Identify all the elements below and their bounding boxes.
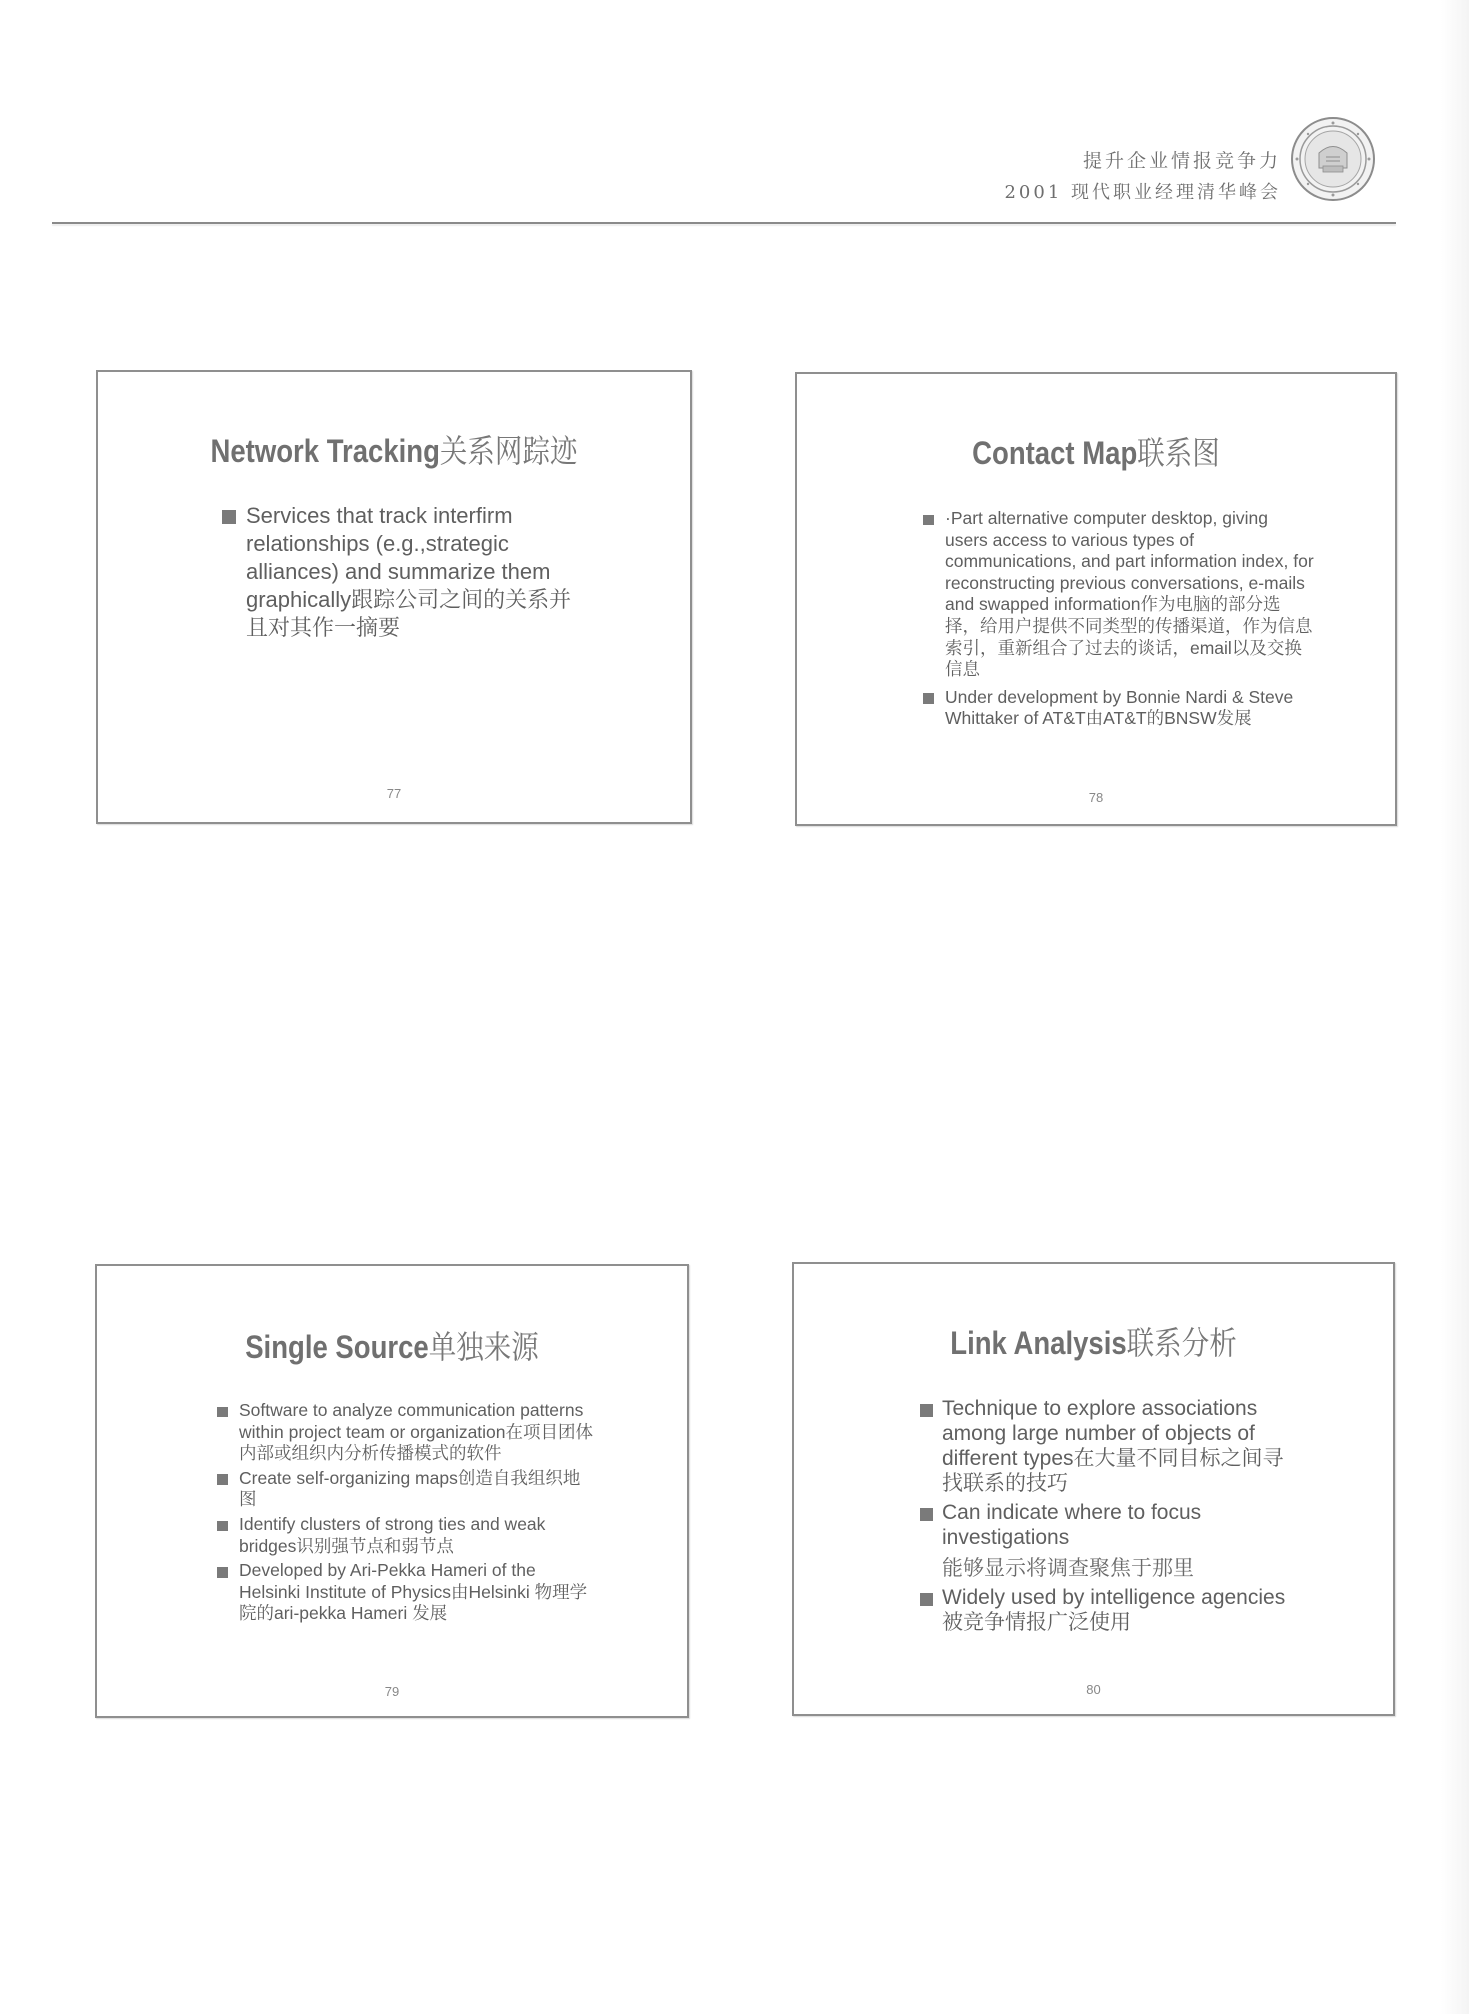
slide-title: [138, 1322, 645, 1368]
bullet-item: [222, 502, 592, 642]
page-number: 77: [386, 786, 402, 801]
bullet-text: Can indicate where to focus investigations: [942, 1501, 1202, 1549]
scan-edge-shadow: [1441, 0, 1469, 2014]
bullet-list: [217, 1400, 595, 1625]
slide-title-en: Link Analysis: [950, 1325, 1127, 1361]
slide-network-tracking: [96, 370, 692, 824]
university-seal-icon: [1290, 116, 1376, 202]
bullet-item: [920, 1396, 1304, 1496]
bullet-item: [923, 687, 1315, 730]
slide-title-cn: 联系分析: [1126, 1324, 1237, 1362]
slide-contact-map: [795, 372, 1397, 826]
bullet-text: Under development by Bonnie Nardi & Steve Whittaker of AT&T由AT&T的BNSW发展: [945, 686, 1294, 729]
slide-title-en: Single Source: [245, 1329, 429, 1365]
header-subtitle: 2001 现代职业经理清华峰会: [1004, 182, 1281, 203]
slide-title-cn: 联系图: [1137, 434, 1220, 472]
bullet-text: Identify clusters of strong ties and weak bridges识别强节点和弱节点: [239, 1513, 546, 1556]
bullet-text: Technique to explore associations among large number of objects of different types在大量不同目标之间寻找联系的技巧: [942, 1397, 1284, 1495]
bullet-text: Developed by Ari-Pekka Hameri of the Helsinki Institute of Physics由Helsinki 物理学院的ari-pekka Hameri 发展: [239, 1560, 588, 1624]
slide-title: [139, 426, 648, 472]
bullet-item: [920, 1585, 1304, 1635]
slide-title-en: Network Tracking: [210, 433, 440, 469]
bullet-item: [923, 508, 1315, 681]
slide-single-source: [95, 1264, 689, 1718]
slide-title-cn: 单独来源: [428, 1328, 539, 1366]
header-divider: [52, 222, 1396, 224]
header-title-cn: 提升企业情报竞争力: [1082, 150, 1281, 172]
page-number: 80: [1086, 1682, 1101, 1697]
bullet-note-cn: 能够显示将调查聚焦于那里: [942, 1557, 1194, 1580]
bullet-item: [217, 1400, 595, 1465]
bullet-text: Create self-organizing maps创造自我组织地图: [239, 1467, 581, 1510]
page-number: 79: [384, 1684, 400, 1699]
bullet-text: Services that track interfirm relationships (e.g.,strategic alliances) and summarize them graphically跟踪公司之间的关系并且对其作一摘要: [246, 503, 572, 640]
bullet-item: [217, 1560, 595, 1625]
bullet-item: [217, 1514, 595, 1557]
bullet-list: [920, 1396, 1304, 1635]
slide-link-analysis: [792, 1262, 1395, 1716]
slide-title: [839, 428, 1353, 474]
bullet-text: Widely used by intelligence agencies被竞争情报广泛使用: [942, 1586, 1286, 1634]
slide-title-en: Contact Map: [972, 435, 1138, 471]
bullet-item: [217, 1468, 595, 1511]
bullet-item: [920, 1500, 1304, 1581]
slide-title-cn: 关系网踪迹: [439, 432, 578, 470]
bullet-list: [923, 508, 1315, 730]
page-number: 78: [1088, 790, 1104, 805]
bullet-text: ·Part alternative computer desktop, giving users access to various types of communications, and part information index, for reconstructing previous conversations, e-mails and swapped information作为电脑的部分选择，给用户提供不同类型的传播渠道，作为信息索引，重新组合了过去的谈话，email以及交换信息: [945, 508, 1314, 680]
slide-title: [836, 1318, 1351, 1364]
bullet-text: Software to analyze communication patterns within project team or organization在项目团体内部或组织内分析传播模式的软件: [239, 1400, 594, 1464]
bullet-list: [222, 502, 592, 642]
